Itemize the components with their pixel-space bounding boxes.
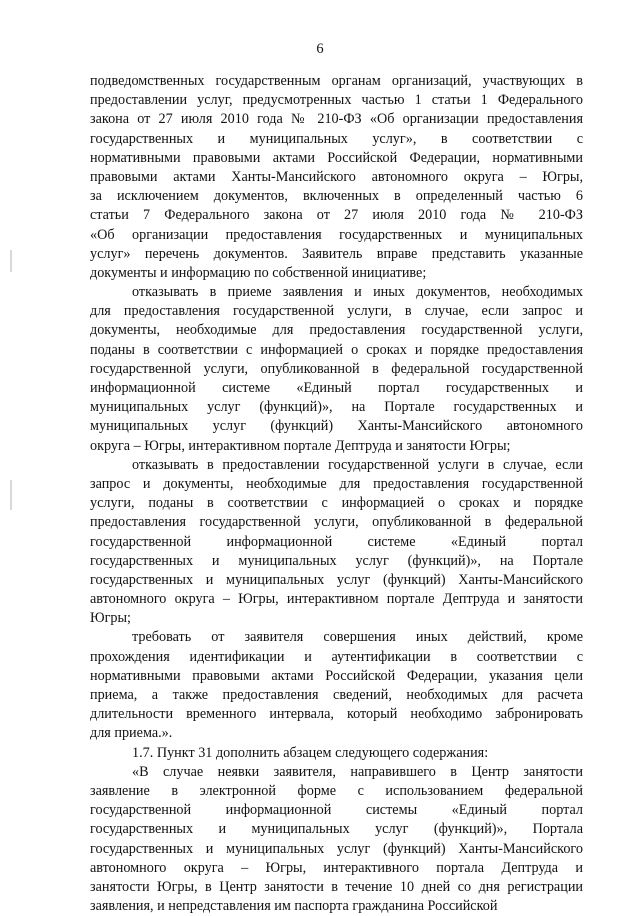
text-line: государственной информационной системе «Единый портал [90, 533, 583, 550]
text-line: длительности временного интервала, который необходимо забронировать [90, 706, 583, 723]
text-line: прохождения идентификации и аутентификации в соответствии с [90, 648, 583, 665]
text-line: государственных и муниципальных услуг (функций)», Портала [90, 821, 583, 838]
text-line: требовать от заявителя совершения иных действий, кроме [132, 629, 583, 646]
text-line: документы, необходимые для предоставления государственной услуги, [90, 322, 583, 339]
text-line: услуги, поданы в соответствии с информацией о сроках и порядке [90, 495, 583, 512]
text-line: нормативными правовыми актами Российской Федерации, указания цели [90, 667, 583, 684]
text-line: заявление в электронной форме с использованием федеральной [90, 782, 583, 799]
paragraph [90, 628, 583, 743]
text-line: занятости Югры, в Центр занятости в течение 10 дней со дня регистрации [90, 878, 583, 895]
paragraph [90, 72, 583, 283]
text-line: государственных и муниципальных услуг (функций) Ханты-Мансийского [90, 840, 583, 857]
text-line: округа – Югры, интерактивном портале Дептруда и занятости Югры; [90, 437, 511, 454]
text-line: поданы в соответствии с информацией о сроках и порядке предоставления [90, 341, 583, 358]
text-line: отказывать в предоставлении государственной услуги в случае, если [132, 456, 583, 473]
text-line: государственной информационной системы «Единый портал [90, 802, 583, 819]
text-line: государственных и муниципальных услуг», в соответствии с [90, 130, 583, 147]
text-line: для приема.». [90, 725, 173, 742]
paragraph [90, 763, 583, 916]
text-line: подведомственных государственным органам организаций, участвующих в [90, 73, 583, 89]
text-line: «В случае неявки заявителя, направившего в Центр занятости [132, 763, 583, 780]
text-line: предоставления государственной услуги, опубликованной в федеральной [90, 514, 583, 531]
text-line: государственных и муниципальных услуг (функций)», на Портале [90, 552, 583, 569]
text-line: 1.7. Пункт 31 дополнить абзацем следующего содержания: [132, 744, 489, 761]
document-body [90, 72, 583, 916]
text-line: муниципальных услуг (функций) Ханты-Мансийского автономного [90, 418, 583, 435]
text-line: «Об организации предоставления государственных и муниципальных [90, 226, 583, 243]
paragraph [90, 456, 583, 629]
text-line: статьи 7 Федерального закона от 27 июля 2010 года № 210-ФЗ [90, 207, 583, 224]
text-line: заявления, и непредставления им паспорта гражданина Российской [90, 898, 498, 915]
paragraph [90, 744, 583, 763]
scan-margin-mark [10, 250, 12, 272]
paragraph [90, 283, 583, 456]
text-line: услуг» перечень документов. Заявитель вправе представить указанные [90, 245, 583, 262]
text-line: Югры; [90, 610, 131, 627]
text-line: закона от 27 июля 2010 года № 210-ФЗ «Об организации предоставления [90, 111, 583, 128]
text-line: государственных и муниципальных услуг (функций) Ханты-Мансийского [90, 571, 583, 588]
text-line: приема, а также предоставления сведений, необходимых для расчета [90, 687, 583, 703]
text-line: запрос и документы, необходимые для предоставления государственной [90, 475, 583, 492]
text-line: автономного округа – Югры, интерактивном портале Дептруда и занятости [90, 591, 583, 608]
text-line: правовыми актами Ханты-Мансийского автономного округа – Югры, [90, 168, 583, 185]
text-line: за исключением документов, включенных в определенный частью 6 [90, 188, 583, 205]
text-line: государственной услуги, опубликованной в федеральной государственной [90, 360, 583, 377]
text-line: документы и информацию по собственной инициативе; [90, 264, 427, 281]
text-line: информационной системе «Единый портал государственных и [90, 380, 583, 396]
text-line: муниципальных услуг (функций)», на Портале государственных и [90, 399, 583, 416]
page-number: 6 [316, 41, 324, 57]
text-line: автономного округа – Югры, интерактивного портала Дептруда и [90, 859, 583, 876]
text-line: нормативными правовыми актами Российской Федерации, нормативными [90, 149, 583, 166]
text-line: отказывать в приеме заявления и иных документов, необходимых [132, 284, 583, 301]
scan-margin-mark [10, 480, 12, 510]
text-line: предоставлении услуг, предусмотренных частью 1 статьи 1 Федерального [90, 92, 583, 109]
text-line: для предоставления государственной услуги, в случае, если запрос и [90, 303, 583, 320]
